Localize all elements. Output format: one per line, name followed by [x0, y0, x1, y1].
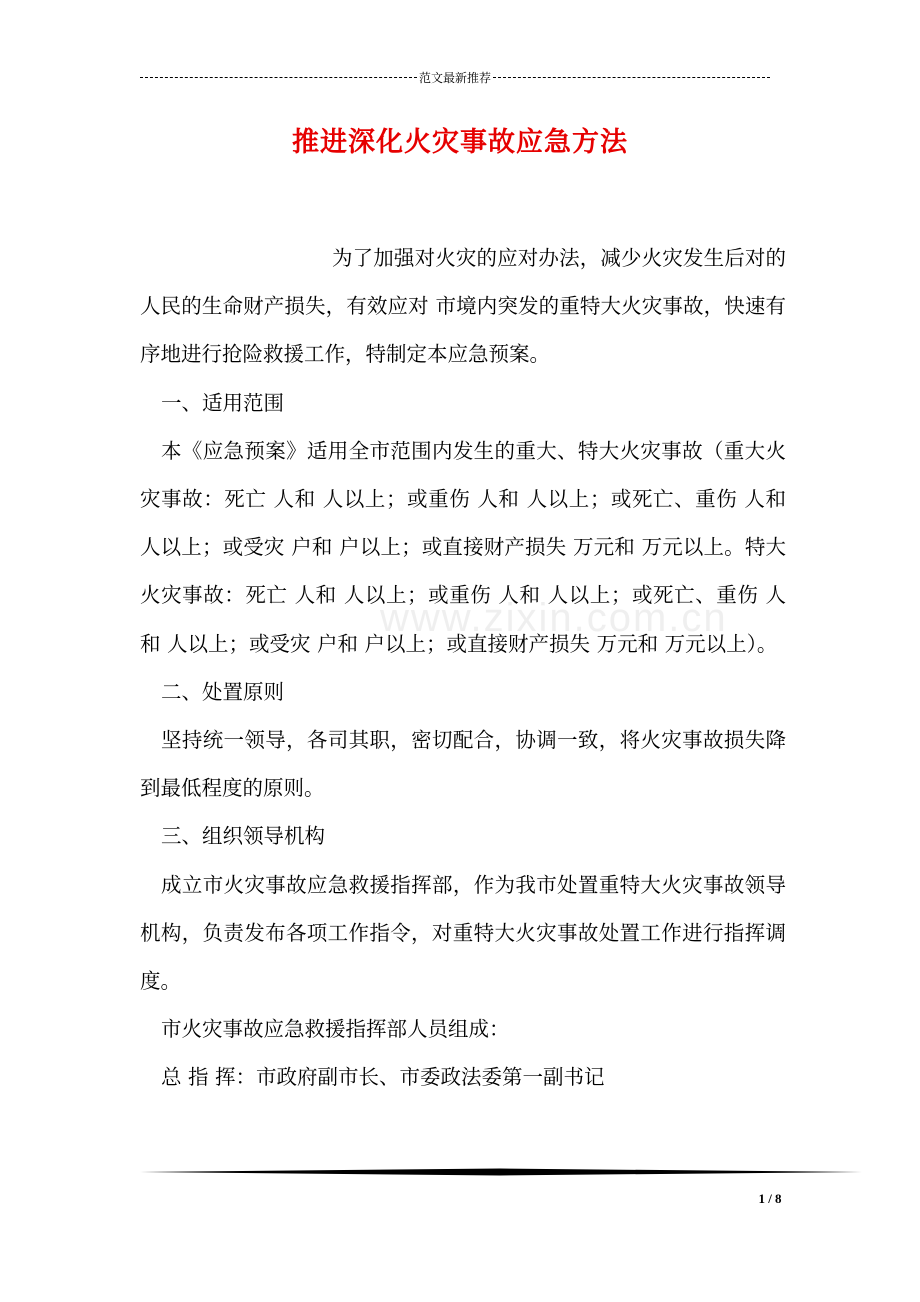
members-intro-paragraph: 市火灾事故应急救援指挥部人员组成：	[161, 1017, 510, 1042]
document-title: 推进深化火灾事故应急方法	[292, 127, 628, 158]
principles-paragraph: 坚持统一领导，各司其职，密切配合，协调一致，将火灾事故损失降到最低程度的原则。	[140, 728, 786, 801]
section-heading-organization: 三、组织领导机构	[161, 824, 325, 849]
organization-paragraph: 成立市火灾事故应急救援指挥部，作为我市处置重特大火灾事故领导机构，负责发布各项工作指令，对重特大火灾事故处置工作进行指挥调度。	[140, 872, 786, 994]
commander-line: 总 指 挥：市政府副市长、市委政法委第一副书记	[161, 1065, 605, 1090]
footer-rule	[140, 1168, 862, 1176]
header-dash-right	[493, 77, 770, 78]
intro-paragraph: 为了加强对火灾的应对办法，减少火灾发生后对的人民的生命财产损失，有效应对 市境内突发的重特大火灾事故，快速有序地进行抢险救援工作，特制定本应急预案。	[140, 246, 786, 367]
page-number: 1 / 8	[758, 1191, 782, 1206]
header-dash-left	[140, 77, 417, 78]
section-heading-principles: 二、处置原则	[161, 679, 284, 704]
watermark: www.zixin.com.cn	[380, 596, 728, 640]
document-body	[140, 234, 786, 1102]
header-label: 范文最新推荐	[419, 70, 492, 85]
section-heading-scope: 一、适用范围	[161, 390, 284, 415]
page-header	[140, 68, 770, 86]
scope-paragraph: 本《应急预案》适用全市范围内发生的重大、特大火灾事故（重大火灾事故：死亡 人和 人以上；或重伤 人和 人以上；或死亡、重伤 人和 人以上；或受灾 户和 户以上；或直接财产损失 万元和 万元以上。特大火灾事故：死亡 人和 人以上；或重伤 人和 人以上；或死亡、重伤 人和 人以上；或受灾 户和 户以上；或直接财产损失 万元和 万元以上）。	[140, 438, 786, 656]
